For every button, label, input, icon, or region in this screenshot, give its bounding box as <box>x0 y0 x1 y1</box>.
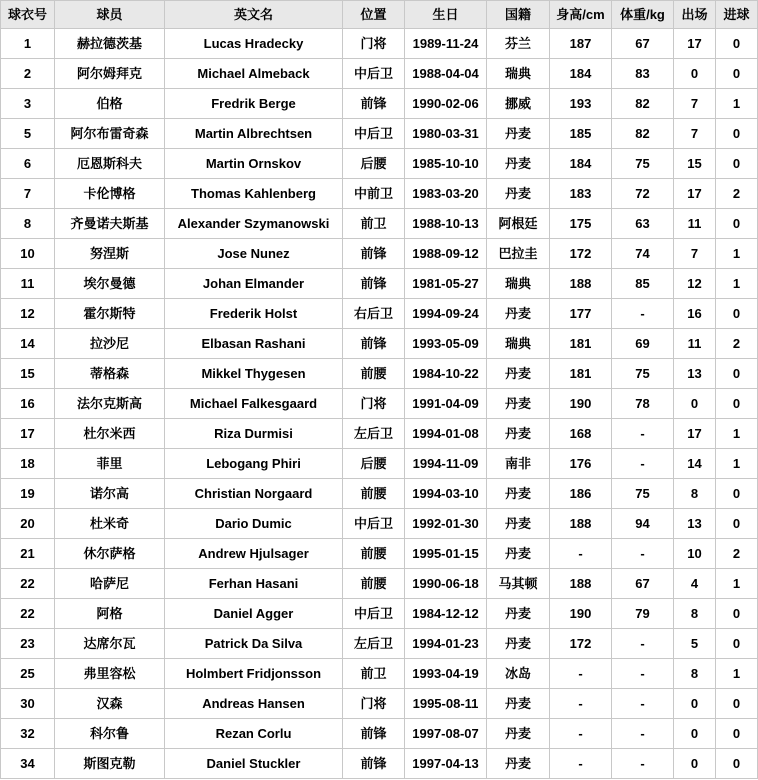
cell-height: 193 <box>550 89 612 119</box>
cell-player-name-cn: 伯格 <box>55 89 165 119</box>
column-header-nationality: 国籍 <box>487 1 550 29</box>
cell-position: 前腰 <box>343 479 405 509</box>
cell-appearances: 11 <box>674 209 716 239</box>
cell-height: 188 <box>550 569 612 599</box>
cell-player-name-en: Lebogang Phiri <box>165 449 343 479</box>
table-row <box>1 389 758 419</box>
cell-player-name-en: Martin Ornskov <box>165 149 343 179</box>
table-row <box>1 239 758 269</box>
cell-nationality: 冰岛 <box>487 659 550 689</box>
cell-appearances: 12 <box>674 269 716 299</box>
table-row <box>1 539 758 569</box>
cell-birthdate: 1983-03-20 <box>405 179 487 209</box>
cell-appearances: 0 <box>674 749 716 779</box>
cell-player-name-cn: 埃尔曼德 <box>55 269 165 299</box>
cell-weight: 94 <box>612 509 674 539</box>
table-row <box>1 629 758 659</box>
cell-nationality: 丹麦 <box>487 299 550 329</box>
cell-birthdate: 1995-08-11 <box>405 689 487 719</box>
cell-height: 177 <box>550 299 612 329</box>
cell-position: 前锋 <box>343 749 405 779</box>
cell-birthdate: 1988-04-04 <box>405 59 487 89</box>
cell-birthdate: 1988-10-13 <box>405 209 487 239</box>
cell-appearances: 17 <box>674 179 716 209</box>
cell-shirt-number: 14 <box>1 329 55 359</box>
cell-appearances: 13 <box>674 359 716 389</box>
cell-player-name-cn: 科尔鲁 <box>55 719 165 749</box>
cell-shirt-number: 3 <box>1 89 55 119</box>
cell-goals: 2 <box>716 539 758 569</box>
cell-position: 前腰 <box>343 359 405 389</box>
cell-birthdate: 1994-03-10 <box>405 479 487 509</box>
cell-goals: 1 <box>716 239 758 269</box>
cell-appearances: 14 <box>674 449 716 479</box>
cell-nationality: 瑞典 <box>487 329 550 359</box>
cell-goals: 0 <box>716 59 758 89</box>
cell-nationality: 瑞典 <box>487 59 550 89</box>
cell-weight: - <box>612 659 674 689</box>
cell-player-name-en: Johan Elmander <box>165 269 343 299</box>
cell-birthdate: 1997-04-13 <box>405 749 487 779</box>
cell-appearances: 5 <box>674 629 716 659</box>
cell-weight: - <box>612 719 674 749</box>
cell-weight: 67 <box>612 569 674 599</box>
table-row <box>1 419 758 449</box>
table-row <box>1 509 758 539</box>
cell-nationality: 丹麦 <box>487 539 550 569</box>
cell-birthdate: 1993-04-19 <box>405 659 487 689</box>
cell-weight: 78 <box>612 389 674 419</box>
table-row <box>1 209 758 239</box>
cell-shirt-number: 30 <box>1 689 55 719</box>
cell-goals: 1 <box>716 419 758 449</box>
cell-player-name-cn: 阿格 <box>55 599 165 629</box>
table-row <box>1 689 758 719</box>
cell-goals: 1 <box>716 89 758 119</box>
cell-shirt-number: 21 <box>1 539 55 569</box>
cell-player-name-cn: 休尔萨格 <box>55 539 165 569</box>
cell-shirt-number: 1 <box>1 29 55 59</box>
cell-appearances: 8 <box>674 659 716 689</box>
cell-weight: 82 <box>612 89 674 119</box>
cell-player-name-en: Daniel Stuckler <box>165 749 343 779</box>
cell-goals: 0 <box>716 689 758 719</box>
cell-weight: - <box>612 629 674 659</box>
cell-shirt-number: 22 <box>1 569 55 599</box>
cell-player-name-cn: 法尔克斯高 <box>55 389 165 419</box>
cell-player-name-en: Andreas Hansen <box>165 689 343 719</box>
cell-goals: 0 <box>716 509 758 539</box>
cell-position: 门将 <box>343 689 405 719</box>
cell-nationality: 巴拉圭 <box>487 239 550 269</box>
column-header-shirt-number: 球衣号 <box>1 1 55 29</box>
cell-appearances: 7 <box>674 239 716 269</box>
cell-position: 左后卫 <box>343 419 405 449</box>
cell-shirt-number: 16 <box>1 389 55 419</box>
cell-weight: 82 <box>612 119 674 149</box>
cell-height: 190 <box>550 599 612 629</box>
cell-position: 前锋 <box>343 89 405 119</box>
table-row <box>1 59 758 89</box>
cell-player-name-cn: 赫拉德茨基 <box>55 29 165 59</box>
cell-goals: 1 <box>716 449 758 479</box>
cell-height: - <box>550 659 612 689</box>
cell-height: - <box>550 539 612 569</box>
cell-birthdate: 1989-11-24 <box>405 29 487 59</box>
cell-goals: 0 <box>716 749 758 779</box>
cell-birthdate: 1994-01-23 <box>405 629 487 659</box>
cell-appearances: 10 <box>674 539 716 569</box>
cell-player-name-cn: 哈萨尼 <box>55 569 165 599</box>
cell-goals: 0 <box>716 149 758 179</box>
cell-player-name-en: Jose Nunez <box>165 239 343 269</box>
cell-nationality: 南非 <box>487 449 550 479</box>
cell-position: 门将 <box>343 389 405 419</box>
cell-weight: 75 <box>612 149 674 179</box>
cell-goals: 0 <box>716 629 758 659</box>
cell-weight: 67 <box>612 29 674 59</box>
cell-weight: - <box>612 419 674 449</box>
cell-position: 前卫 <box>343 209 405 239</box>
table-row <box>1 659 758 689</box>
cell-goals: 0 <box>716 29 758 59</box>
cell-appearances: 8 <box>674 479 716 509</box>
cell-weight: - <box>612 299 674 329</box>
cell-height: 185 <box>550 119 612 149</box>
cell-shirt-number: 18 <box>1 449 55 479</box>
cell-goals: 1 <box>716 659 758 689</box>
cell-birthdate: 1994-09-24 <box>405 299 487 329</box>
cell-player-name-en: Riza Durmisi <box>165 419 343 449</box>
cell-height: 175 <box>550 209 612 239</box>
cell-appearances: 11 <box>674 329 716 359</box>
cell-height: - <box>550 689 612 719</box>
cell-weight: 63 <box>612 209 674 239</box>
cell-position: 前腰 <box>343 539 405 569</box>
cell-player-name-cn: 厄恩斯科夫 <box>55 149 165 179</box>
cell-nationality: 丹麦 <box>487 149 550 179</box>
cell-shirt-number: 6 <box>1 149 55 179</box>
cell-player-name-cn: 斯图克勒 <box>55 749 165 779</box>
cell-shirt-number: 34 <box>1 749 55 779</box>
cell-shirt-number: 15 <box>1 359 55 389</box>
cell-player-name-cn: 弗里容松 <box>55 659 165 689</box>
cell-player-name-cn: 阿尔姆拜克 <box>55 59 165 89</box>
cell-goals: 0 <box>716 119 758 149</box>
cell-shirt-number: 23 <box>1 629 55 659</box>
cell-position: 中后卫 <box>343 509 405 539</box>
cell-height: 168 <box>550 419 612 449</box>
cell-nationality: 阿根廷 <box>487 209 550 239</box>
cell-weight: 83 <box>612 59 674 89</box>
cell-goals: 2 <box>716 329 758 359</box>
cell-goals: 2 <box>716 179 758 209</box>
cell-shirt-number: 19 <box>1 479 55 509</box>
cell-birthdate: 1984-12-12 <box>405 599 487 629</box>
column-header-birthdate: 生日 <box>405 1 487 29</box>
cell-height: 172 <box>550 629 612 659</box>
cell-goals: 0 <box>716 479 758 509</box>
column-header-height: 身高/cm <box>550 1 612 29</box>
cell-nationality: 丹麦 <box>487 179 550 209</box>
cell-height: 188 <box>550 509 612 539</box>
cell-nationality: 丹麦 <box>487 629 550 659</box>
cell-player-name-cn: 齐曼诺夫斯基 <box>55 209 165 239</box>
cell-height: 190 <box>550 389 612 419</box>
cell-player-name-cn: 诺尔高 <box>55 479 165 509</box>
cell-weight: 69 <box>612 329 674 359</box>
cell-nationality: 丹麦 <box>487 749 550 779</box>
cell-position: 中后卫 <box>343 59 405 89</box>
cell-player-name-en: Elbasan Rashani <box>165 329 343 359</box>
table-row <box>1 359 758 389</box>
cell-player-name-cn: 霍尔斯特 <box>55 299 165 329</box>
cell-player-name-en: Michael Falkesgaard <box>165 389 343 419</box>
table-header <box>1 1 758 29</box>
cell-shirt-number: 2 <box>1 59 55 89</box>
cell-birthdate: 1990-02-06 <box>405 89 487 119</box>
cell-weight: 75 <box>612 359 674 389</box>
table-row <box>1 479 758 509</box>
cell-position: 前锋 <box>343 329 405 359</box>
cell-height: 181 <box>550 359 612 389</box>
cell-player-name-cn: 卡伦博格 <box>55 179 165 209</box>
cell-shirt-number: 7 <box>1 179 55 209</box>
cell-height: 183 <box>550 179 612 209</box>
cell-player-name-en: Holmbert Fridjonsson <box>165 659 343 689</box>
cell-appearances: 0 <box>674 59 716 89</box>
cell-shirt-number: 11 <box>1 269 55 299</box>
cell-height: 186 <box>550 479 612 509</box>
cell-nationality: 丹麦 <box>487 689 550 719</box>
cell-birthdate: 1995-01-15 <box>405 539 487 569</box>
table-row <box>1 569 758 599</box>
cell-nationality: 丹麦 <box>487 599 550 629</box>
cell-position: 中前卫 <box>343 179 405 209</box>
cell-birthdate: 1980-03-31 <box>405 119 487 149</box>
cell-height: 172 <box>550 239 612 269</box>
cell-player-name-cn: 杜米奇 <box>55 509 165 539</box>
cell-shirt-number: 12 <box>1 299 55 329</box>
cell-player-name-en: Daniel Agger <box>165 599 343 629</box>
cell-height: - <box>550 749 612 779</box>
cell-player-name-en: Michael Almeback <box>165 59 343 89</box>
cell-position: 中后卫 <box>343 119 405 149</box>
column-header-player-name-en: 英文名 <box>165 1 343 29</box>
cell-player-name-en: Lucas Hradecky <box>165 29 343 59</box>
cell-height: 184 <box>550 59 612 89</box>
cell-shirt-number: 25 <box>1 659 55 689</box>
cell-player-name-en: Martin Albrechtsen <box>165 119 343 149</box>
cell-goals: 0 <box>716 299 758 329</box>
table-body <box>1 29 758 779</box>
cell-appearances: 7 <box>674 89 716 119</box>
cell-nationality: 丹麦 <box>487 479 550 509</box>
cell-player-name-en: Ferhan Hasani <box>165 569 343 599</box>
cell-height: 181 <box>550 329 612 359</box>
cell-height: 187 <box>550 29 612 59</box>
cell-nationality: 丹麦 <box>487 389 550 419</box>
cell-goals: 0 <box>716 719 758 749</box>
cell-birthdate: 1984-10-22 <box>405 359 487 389</box>
cell-weight: 75 <box>612 479 674 509</box>
cell-position: 门将 <box>343 29 405 59</box>
cell-appearances: 0 <box>674 689 716 719</box>
cell-player-name-cn: 达席尔瓦 <box>55 629 165 659</box>
table-row <box>1 299 758 329</box>
cell-goals: 0 <box>716 389 758 419</box>
cell-nationality: 马其顿 <box>487 569 550 599</box>
cell-position: 前卫 <box>343 659 405 689</box>
cell-nationality: 挪威 <box>487 89 550 119</box>
cell-weight: 85 <box>612 269 674 299</box>
cell-birthdate: 1994-01-08 <box>405 419 487 449</box>
table-header-row <box>1 1 758 29</box>
cell-appearances: 17 <box>674 419 716 449</box>
cell-position: 后腰 <box>343 449 405 479</box>
cell-appearances: 15 <box>674 149 716 179</box>
table-row <box>1 179 758 209</box>
cell-player-name-en: Christian Norgaard <box>165 479 343 509</box>
table-row <box>1 149 758 179</box>
cell-shirt-number: 17 <box>1 419 55 449</box>
cell-player-name-en: Mikkel Thygesen <box>165 359 343 389</box>
cell-goals: 0 <box>716 599 758 629</box>
cell-position: 前锋 <box>343 719 405 749</box>
cell-birthdate: 1990-06-18 <box>405 569 487 599</box>
cell-goals: 0 <box>716 209 758 239</box>
cell-player-name-en: Patrick Da Silva <box>165 629 343 659</box>
cell-shirt-number: 20 <box>1 509 55 539</box>
table-row <box>1 269 758 299</box>
table-row <box>1 329 758 359</box>
cell-player-name-en: Frederik Holst <box>165 299 343 329</box>
cell-appearances: 8 <box>674 599 716 629</box>
cell-position: 前锋 <box>343 269 405 299</box>
cell-shirt-number: 32 <box>1 719 55 749</box>
cell-player-name-cn: 菲里 <box>55 449 165 479</box>
table-row <box>1 449 758 479</box>
cell-player-name-cn: 蒂格森 <box>55 359 165 389</box>
cell-weight: - <box>612 749 674 779</box>
table-row <box>1 29 758 59</box>
cell-position: 后腰 <box>343 149 405 179</box>
table-row <box>1 719 758 749</box>
table-row <box>1 749 758 779</box>
cell-goals: 0 <box>716 359 758 389</box>
cell-birthdate: 1994-11-09 <box>405 449 487 479</box>
cell-birthdate: 1988-09-12 <box>405 239 487 269</box>
cell-player-name-en: Thomas Kahlenberg <box>165 179 343 209</box>
cell-appearances: 0 <box>674 719 716 749</box>
cell-player-name-en: Andrew Hjulsager <box>165 539 343 569</box>
cell-weight: - <box>612 539 674 569</box>
cell-appearances: 13 <box>674 509 716 539</box>
cell-appearances: 7 <box>674 119 716 149</box>
cell-weight: - <box>612 449 674 479</box>
cell-appearances: 16 <box>674 299 716 329</box>
cell-weight: - <box>612 689 674 719</box>
cell-nationality: 芬兰 <box>487 29 550 59</box>
table-row <box>1 119 758 149</box>
cell-player-name-cn: 阿尔布雷奇森 <box>55 119 165 149</box>
cell-shirt-number: 5 <box>1 119 55 149</box>
cell-appearances: 17 <box>674 29 716 59</box>
cell-nationality: 丹麦 <box>487 509 550 539</box>
cell-shirt-number: 22 <box>1 599 55 629</box>
column-header-appearances: 出场 <box>674 1 716 29</box>
cell-player-name-cn: 汉森 <box>55 689 165 719</box>
cell-nationality: 瑞典 <box>487 269 550 299</box>
cell-player-name-en: Alexander Szymanowski <box>165 209 343 239</box>
cell-weight: 79 <box>612 599 674 629</box>
cell-shirt-number: 8 <box>1 209 55 239</box>
column-header-player-name-cn: 球员 <box>55 1 165 29</box>
table-row <box>1 89 758 119</box>
cell-position: 前锋 <box>343 239 405 269</box>
cell-position: 中后卫 <box>343 599 405 629</box>
cell-goals: 1 <box>716 269 758 299</box>
cell-position: 左后卫 <box>343 629 405 659</box>
column-header-position: 位置 <box>343 1 405 29</box>
cell-goals: 1 <box>716 569 758 599</box>
cell-nationality: 丹麦 <box>487 419 550 449</box>
cell-nationality: 丹麦 <box>487 359 550 389</box>
cell-player-name-cn: 拉沙尼 <box>55 329 165 359</box>
cell-player-name-en: Dario Dumic <box>165 509 343 539</box>
cell-height: 176 <box>550 449 612 479</box>
cell-appearances: 0 <box>674 389 716 419</box>
cell-weight: 72 <box>612 179 674 209</box>
cell-birthdate: 1997-08-07 <box>405 719 487 749</box>
cell-height: 188 <box>550 269 612 299</box>
cell-position: 前腰 <box>343 569 405 599</box>
cell-weight: 74 <box>612 239 674 269</box>
cell-height: 184 <box>550 149 612 179</box>
cell-birthdate: 1992-01-30 <box>405 509 487 539</box>
cell-appearances: 4 <box>674 569 716 599</box>
cell-player-name-en: Rezan Corlu <box>165 719 343 749</box>
column-header-weight: 体重/kg <box>612 1 674 29</box>
cell-birthdate: 1993-05-09 <box>405 329 487 359</box>
cell-position: 右后卫 <box>343 299 405 329</box>
table-row <box>1 599 758 629</box>
cell-birthdate: 1991-04-09 <box>405 389 487 419</box>
cell-player-name-cn: 杜尔米西 <box>55 419 165 449</box>
cell-nationality: 丹麦 <box>487 719 550 749</box>
column-header-goals: 进球 <box>716 1 758 29</box>
cell-player-name-cn: 努涅斯 <box>55 239 165 269</box>
cell-nationality: 丹麦 <box>487 119 550 149</box>
cell-height: - <box>550 719 612 749</box>
cell-birthdate: 1981-05-27 <box>405 269 487 299</box>
cell-birthdate: 1985-10-10 <box>405 149 487 179</box>
cell-shirt-number: 10 <box>1 239 55 269</box>
cell-player-name-en: Fredrik Berge <box>165 89 343 119</box>
